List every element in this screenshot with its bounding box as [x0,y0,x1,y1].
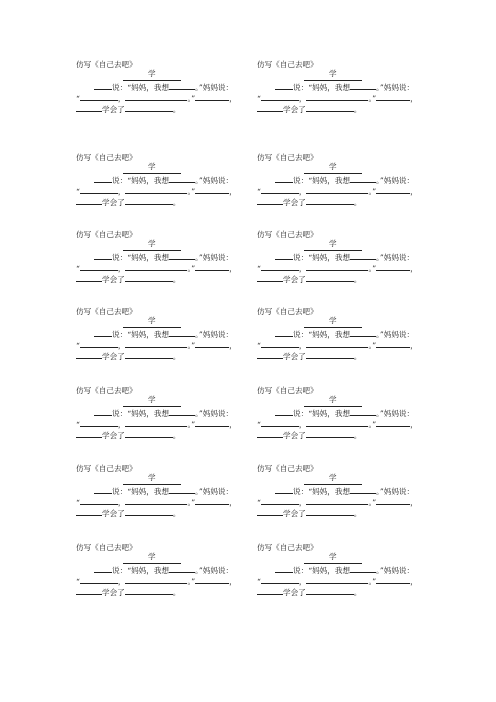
line-3 [257,350,361,362]
comma-text: ， [298,341,307,350]
line1-end-text: 。”妈妈说： [195,566,234,575]
reply-blank-2[interactable] [306,92,368,101]
subject-blank[interactable] [257,429,283,438]
wish-blank[interactable] [350,328,376,337]
line1-end-text: 。”妈妈说： [195,330,234,339]
said-label: 说： [293,487,309,496]
learned-label: 学会了 [283,509,306,518]
line1-mid-text: “妈妈，我想 [127,253,170,262]
line-3 [76,196,180,208]
name-blank[interactable] [94,485,112,494]
skill-blank[interactable] [306,429,354,438]
reply-blank-2[interactable] [125,262,187,271]
period-text: 。 [172,431,181,440]
writing-card-r5-c1 [76,385,266,457]
comma2-text: ， [229,498,237,507]
learn-label: 学 [329,395,337,404]
reply-blank-1[interactable] [80,185,118,194]
wish-blank[interactable] [350,564,376,573]
learned-label: 学会了 [102,588,125,597]
skill-blank[interactable] [125,103,173,112]
card-title: 仿写《自己去吧》 [76,543,137,552]
open-quote: “ [76,341,80,350]
skill-blank[interactable] [125,350,173,359]
learned-label: 学会了 [102,275,125,284]
learned-label: 学会了 [102,198,125,207]
subject-blank[interactable] [257,350,283,359]
reply-blank-3[interactable] [195,262,229,271]
open-quote: “ [257,94,261,103]
comma2-text: ， [229,187,237,196]
learn-label: 学 [329,552,337,561]
name-blank[interactable] [275,81,293,90]
reply-blank-2[interactable] [306,496,368,505]
name-blank[interactable] [275,251,293,260]
comma-text: ， [298,577,307,586]
learned-label: 学会了 [283,275,306,284]
comma2-text: ， [229,341,237,350]
subject-blank[interactable] [76,103,102,112]
reply-blank-2[interactable] [306,262,368,271]
reply-blank-3[interactable] [195,185,229,194]
said-label: 说： [293,330,309,339]
comma-text: ， [117,264,126,273]
learned-label: 学会了 [283,431,306,440]
said-label: 说： [293,253,309,262]
comma2-text: ， [410,187,418,196]
period-text: 。 [353,198,362,207]
card-title: 仿写《自己去吧》 [257,153,318,162]
close-quote-text: 。” [368,187,377,196]
reply-blank-1[interactable] [261,339,299,348]
reply-blank-2[interactable] [125,575,187,584]
learn-label: 学 [148,395,156,404]
card-title: 仿写《自己去吧》 [76,464,137,473]
subject-blank[interactable] [76,273,102,282]
skill-blank[interactable] [306,103,354,112]
line1-end-text: 。”妈妈说： [376,176,415,185]
comma-text: ， [117,577,126,586]
reply-blank-2[interactable] [125,185,187,194]
line-3 [76,586,180,598]
wish-blank[interactable] [169,564,195,573]
learn-label: 学 [329,239,337,248]
comma-text: ， [298,187,307,196]
comma-text: ， [117,94,126,103]
open-quote: “ [76,577,80,586]
learned-label: 学会了 [283,588,306,597]
wish-blank[interactable] [350,407,376,416]
comma-text: ， [117,420,126,429]
name-blank[interactable] [275,328,293,337]
period-text: 。 [353,105,362,114]
name-blank[interactable] [94,407,112,416]
wish-blank[interactable] [169,328,195,337]
learned-label: 学会了 [283,105,306,114]
close-quote-text: 。” [187,498,196,507]
subject-blank[interactable] [257,273,283,282]
period-text: 。 [172,275,181,284]
close-quote-text: 。” [368,341,377,350]
reply-blank-1[interactable] [80,262,118,271]
period-text: 。 [172,352,181,361]
period-text: 。 [353,509,362,518]
line1-end-text: 。”妈妈说： [195,83,234,92]
learned-label: 学会了 [102,509,125,518]
line-3 [257,507,361,519]
comma2-text: ， [229,94,237,103]
card-title: 仿写《自己去吧》 [257,230,318,239]
comma2-text: ， [410,341,418,350]
learn-label: 学 [329,316,337,325]
subject-blank[interactable] [257,586,283,595]
line1-mid-text: “妈妈，我想 [127,487,170,496]
reply-blank-3[interactable] [195,496,229,505]
period-text: 。 [353,431,362,440]
open-quote: “ [76,264,80,273]
learned-label: 学会了 [102,105,125,114]
wish-blank[interactable] [350,485,376,494]
close-quote-text: 。” [368,420,377,429]
open-quote: “ [76,498,80,507]
wish-blank[interactable] [169,485,195,494]
close-quote-text: 。” [187,577,196,586]
reply-blank-2[interactable] [306,575,368,584]
card-title: 仿写《自己去吧》 [257,307,318,316]
comma2-text: ， [229,264,237,273]
learn-label: 学 [148,316,156,325]
line1-mid-text: “妈妈，我想 [308,253,351,262]
comma2-text: ， [410,577,418,586]
comma-text: ， [298,420,307,429]
line-3 [76,273,180,285]
reply-blank-3[interactable] [376,418,410,427]
said-label: 说： [112,176,128,185]
reply-blank-1[interactable] [261,496,299,505]
comma-text: ， [117,341,126,350]
writing-card-r4-c2 [257,306,447,378]
learn-label: 学 [329,69,337,78]
reply-blank-3[interactable] [376,185,410,194]
reply-blank-2[interactable] [306,339,368,348]
comma2-text: ， [410,94,418,103]
line1-mid-text: “妈妈，我想 [308,176,351,185]
open-quote: “ [257,341,261,350]
reply-blank-2[interactable] [306,185,368,194]
said-label: 说： [112,487,128,496]
skill-blank[interactable] [306,507,354,516]
card-title: 仿写《自己去吧》 [76,230,137,239]
said-label: 说： [112,330,128,339]
writing-card-r6-c2 [257,463,447,535]
subject-blank[interactable] [257,196,283,205]
line-3 [76,103,180,115]
wish-blank[interactable] [169,407,195,416]
period-text: 。 [172,198,181,207]
reply-blank-2[interactable] [125,339,187,348]
line1-mid-text: “妈妈，我想 [127,330,170,339]
name-blank[interactable] [94,251,112,260]
wish-blank[interactable] [169,81,195,90]
learn-label: 学 [329,162,337,171]
skill-blank[interactable] [306,350,354,359]
line1-mid-text: “妈妈，我想 [127,566,170,575]
line1-end-text: 。”妈妈说： [195,176,234,185]
close-quote-text: 。” [187,187,196,196]
reply-blank-3[interactable] [376,262,410,271]
reply-blank-3[interactable] [195,92,229,101]
reply-blank-2[interactable] [125,496,187,505]
subject-blank[interactable] [257,103,283,112]
comma-text: ， [298,264,307,273]
line1-end-text: 。”妈妈说： [376,566,415,575]
writing-card-r7-c2 [257,542,447,614]
open-quote: “ [257,264,261,273]
wish-blank[interactable] [350,251,376,260]
reply-blank-1[interactable] [80,418,118,427]
close-quote-text: 。” [368,264,377,273]
card-title: 仿写《自己去吧》 [76,153,137,162]
open-quote: “ [257,187,261,196]
name-blank[interactable] [94,174,112,183]
name-blank[interactable] [275,174,293,183]
writing-card-r2-c1 [76,152,266,224]
wish-blank[interactable] [350,81,376,90]
line-3 [257,429,361,441]
reply-blank-3[interactable] [376,496,410,505]
reply-blank-3[interactable] [195,418,229,427]
learn-label: 学 [148,239,156,248]
open-quote: “ [76,187,80,196]
period-text: 。 [353,352,362,361]
card-title: 仿写《自己去吧》 [76,307,137,316]
close-quote-text: 。” [368,498,377,507]
subject-blank[interactable] [76,586,102,595]
card-title: 仿写《自己去吧》 [257,543,318,552]
reply-blank-1[interactable] [80,92,118,101]
subject-blank[interactable] [76,196,102,205]
comma2-text: ， [410,420,418,429]
said-label: 说： [293,176,309,185]
line-3 [76,429,180,441]
comma2-text: ， [410,264,418,273]
said-label: 说： [112,566,128,575]
wish-blank[interactable] [169,174,195,183]
period-text: 。 [172,509,181,518]
comma-text: ， [117,498,126,507]
comma-text: ， [298,498,307,507]
comma2-text: ， [410,498,418,507]
subject-blank[interactable] [76,350,102,359]
line1-mid-text: “妈妈，我想 [308,409,351,418]
writing-card-r6-c1 [76,463,266,535]
name-blank[interactable] [275,407,293,416]
close-quote-text: 。” [368,577,377,586]
skill-blank[interactable] [125,273,173,282]
open-quote: “ [257,498,261,507]
open-quote: “ [257,577,261,586]
said-label: 说： [112,409,128,418]
name-blank[interactable] [94,328,112,337]
line-3 [76,507,180,519]
writing-card-r1-c1 [76,59,266,131]
reply-blank-1[interactable] [261,185,299,194]
line1-end-text: 。”妈妈说： [195,409,234,418]
comma-text: ， [298,94,307,103]
line1-end-text: 。”妈妈说： [376,487,415,496]
reply-blank-1[interactable] [80,575,118,584]
said-label: 说： [112,253,128,262]
line1-end-text: 。”妈妈说： [195,487,234,496]
skill-blank[interactable] [125,586,173,595]
skill-blank[interactable] [306,196,354,205]
close-quote-text: 。” [187,264,196,273]
line1-end-text: 。”妈妈说： [376,253,415,262]
reply-blank-3[interactable] [376,575,410,584]
line-3 [257,273,361,285]
writing-card-r4-c1 [76,306,266,378]
learned-label: 学会了 [283,198,306,207]
learn-label: 学 [148,473,156,482]
name-blank[interactable] [94,564,112,573]
period-text: 。 [353,275,362,284]
skill-blank[interactable] [125,429,173,438]
said-label: 说： [293,83,309,92]
subject-blank[interactable] [76,429,102,438]
reply-blank-1[interactable] [261,92,299,101]
name-blank[interactable] [275,485,293,494]
period-text: 。 [172,105,181,114]
skill-blank[interactable] [306,273,354,282]
name-blank[interactable] [94,81,112,90]
line-3 [257,586,361,598]
writing-card-r3-c1 [76,229,266,301]
reply-blank-1[interactable] [261,575,299,584]
writing-card-r3-c2 [257,229,447,301]
reply-blank-3[interactable] [195,339,229,348]
line1-mid-text: “妈妈，我想 [308,330,351,339]
said-label: 说： [293,409,309,418]
card-title: 仿写《自己去吧》 [257,60,318,69]
wish-blank[interactable] [350,174,376,183]
line1-end-text: 。”妈妈说： [195,253,234,262]
line1-mid-text: “妈妈，我想 [308,83,351,92]
reply-blank-2[interactable] [125,92,187,101]
line-3 [257,103,361,115]
reply-blank-2[interactable] [125,418,187,427]
comma-text: ， [117,187,126,196]
reply-blank-3[interactable] [195,575,229,584]
learn-label: 学 [148,162,156,171]
skill-blank[interactable] [306,586,354,595]
subject-blank[interactable] [257,507,283,516]
writing-card-r2-c2 [257,152,447,224]
open-quote: “ [76,94,80,103]
line1-mid-text: “妈妈，我想 [127,83,170,92]
close-quote-text: 。” [187,341,196,350]
close-quote-text: 。” [187,420,196,429]
line1-mid-text: “妈妈，我想 [308,566,351,575]
writing-card-r1-c2 [257,59,447,131]
open-quote: “ [257,420,261,429]
open-quote: “ [76,420,80,429]
line1-end-text: 。”妈妈说： [376,83,415,92]
line-3 [257,196,361,208]
learned-label: 学会了 [102,431,125,440]
line1-mid-text: “妈妈，我想 [127,176,170,185]
skill-blank[interactable] [125,507,173,516]
line1-end-text: 。”妈妈说： [376,409,415,418]
line1-end-text: 。”妈妈说： [376,330,415,339]
learned-label: 学会了 [102,352,125,361]
learn-label: 学 [148,552,156,561]
period-text: 。 [353,588,362,597]
writing-card-r7-c1 [76,542,266,614]
comma2-text: ， [229,420,237,429]
learn-label: 学 [148,69,156,78]
said-label: 说： [293,566,309,575]
reply-blank-1[interactable] [80,339,118,348]
reply-blank-3[interactable] [376,339,410,348]
card-title: 仿写《自己去吧》 [257,386,318,395]
line1-mid-text: “妈妈，我想 [308,487,351,496]
said-label: 说： [112,83,128,92]
close-quote-text: 。” [187,94,196,103]
line1-mid-text: “妈妈，我想 [127,409,170,418]
reply-blank-3[interactable] [376,92,410,101]
wish-blank[interactable] [169,251,195,260]
reply-blank-1[interactable] [261,418,299,427]
name-blank[interactable] [275,564,293,573]
skill-blank[interactable] [125,196,173,205]
learned-label: 学会了 [283,352,306,361]
card-title: 仿写《自己去吧》 [76,386,137,395]
comma2-text: ， [229,577,237,586]
period-text: 。 [172,588,181,597]
learn-label: 学 [329,473,337,482]
subject-blank[interactable] [76,507,102,516]
reply-blank-1[interactable] [80,496,118,505]
close-quote-text: 。” [368,94,377,103]
reply-blank-2[interactable] [306,418,368,427]
line-3 [76,350,180,362]
card-title: 仿写《自己去吧》 [257,464,318,473]
writing-card-r5-c2 [257,385,447,457]
reply-blank-1[interactable] [261,262,299,271]
card-title: 仿写《自己去吧》 [76,60,137,69]
